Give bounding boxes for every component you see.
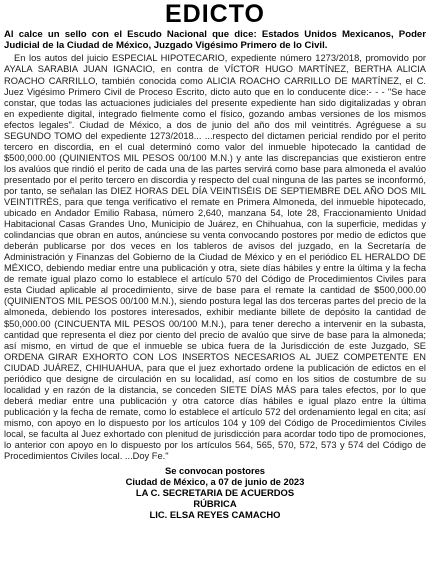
footer-convocation: Se convocan postores — [164, 465, 266, 477]
footer-signatory-name: LIC. ELSA REYES CAMACHO — [149, 509, 281, 521]
edicto-footer — [4, 465, 426, 520]
footer-signature-label: RÚBRICA — [193, 498, 237, 510]
edicto-title: EDICTO — [165, 0, 265, 28]
edicto-body-text: En los autos del juicio ESPECIAL HIPOTECARIO, expediente número 1273/2018, promovido por AYALA SARABIA JUAN IGNACIO, en contra de VÍCTOR HUGO MARTÍNEZ, BERTHA ALICIA ROACHO CARRILLO, también conocida como ALICIA ROACHO CARRILLO DE MARTÍNEZ, el C. Juez Vigésimo Primero Civil de Proceso Escrito, dicto auto que en lo conducente dice:- - - "Se hace constar, que todas las actuaciones judiciales del presente expediente han sido digitalizadas y obran en expediente digital, integrado fielmente como el físico, gozando ambas versiones de los mismos efectos legales". Ciudad de México, a dos de junio del año dos mil veintitrés. Agréguese a su SEGUNDO TOMO del expediente 1273/2018... ...respecto del dictamen pericial rendido por el perito tercero en discordia, en el cual determinó como valor del inmueble hipotecado la cantidad de $500,000.00 (QUINIENTOS MIL PESOS 00/100 M.N.) y ante las discrepancias que existieron entre los avalúos que rindió el perito de cada una de las partes servirá como base para almoneda el avalúo presentado por el perito tercero en discordia y respecto del cual ninguna de las partes se inconformó, por tanto, se señalan las DIEZ HORAS DEL DÍA VEINTISÉIS DE SEPTIEMBRE DEL AÑO DOS MIL VEINTITRÉS, para que tenga verificativo el remate en Primera Almoneda, del inmueble hipotecado, ubicado en Andador Emilio Rabasa, número 2,640, manzana 54, lote 28, Fraccionamiento Unidad Habitacional Casas Grandes Uno, Municipio de Juárez, en Chihuahua, con la superficie, medidas y colindancias que obran en autos, anúnciese su venta convocando postores por medio de edictos que deberán publicarse por dos veces en los tableros de avisos del juzgado, en la Secretaría de Administración y Finanzas del Gobierno de la Ciudad de México y en el periódico EL HERALDO DE MÉXICO, debiendo mediar entre una publicación y otra, siete días hábiles y entre la última y la fecha de remate igual plazo como lo establece el artículo 570 del Código de Procedimientos Civiles para esta Ciudad aplicable al procedimiento, sirve de base para el remate la cantidad de $500,000.00 (QUINIENTOS MIL PESOS 00/100 M.N.), siendo postura legal las dos terceras partes del precio de la almoneda, debiendo los postores interesados, exhibir mediante billete de depósito la cantidad de $50,000.00 (CINCUENTA MIL PESOS 00/100 M.N.), para tener derecho a intervenir en la subasta, cantidad que representa el diez por ciento del precio de avalúo que sirve de base para la almoneda; así mismo, en virtud de que el inmueble se ubica fuera de la Jurisdicción de este Juzgado, SE ORDENA GIRAR EXHORTO CON LOS INSERTOS NECESARIOS AL JUEZ COMPETENTE EN CIUDAD JUÁREZ, CHIHUAHUA, para que el juez exhortado ordene la publicación de edictos en el periódico que designe de circulación en su localidad, así como en los sitios de costumbre de su localidad y en razón de la distancia, se conceden SIETE DÍAS MÁS para tales efectos, por lo que deberá mediar entre una publicación y otra catorce días hábiles e igual plazo entre la última publicación y la fecha de remate, como lo establece el artículo 572 del ordenamiento legal en cita; así mismo, con apoyo en lo dispuesto por los artículos 104 y 109 del Código de Procedimientos Civiles local, se faculta al Juez exhortado con plenitud de jurisdicción para acordar todo tipo de promociones, lo anterior con apoyo en lo dispuesto por los artículos 564, 565, 570, 572, 573 y 574 del Código de Procedimientos Civiles local. ...Doy Fe." — [4, 53, 426, 462]
footer-date: Ciudad de México, a 07 de junio de 2023 — [125, 476, 305, 488]
footer-secretary-title: LA C. SECRETARIA DE ACUERDOS — [135, 487, 295, 499]
edicto-seal-intro: Al calce un sello con el Escudo Nacional que dice: Estados Unidos Mexicanos, Poder Judicial de la Ciudad de México, Juzgado Vigésimo Primero de lo Civil. — [4, 29, 426, 52]
